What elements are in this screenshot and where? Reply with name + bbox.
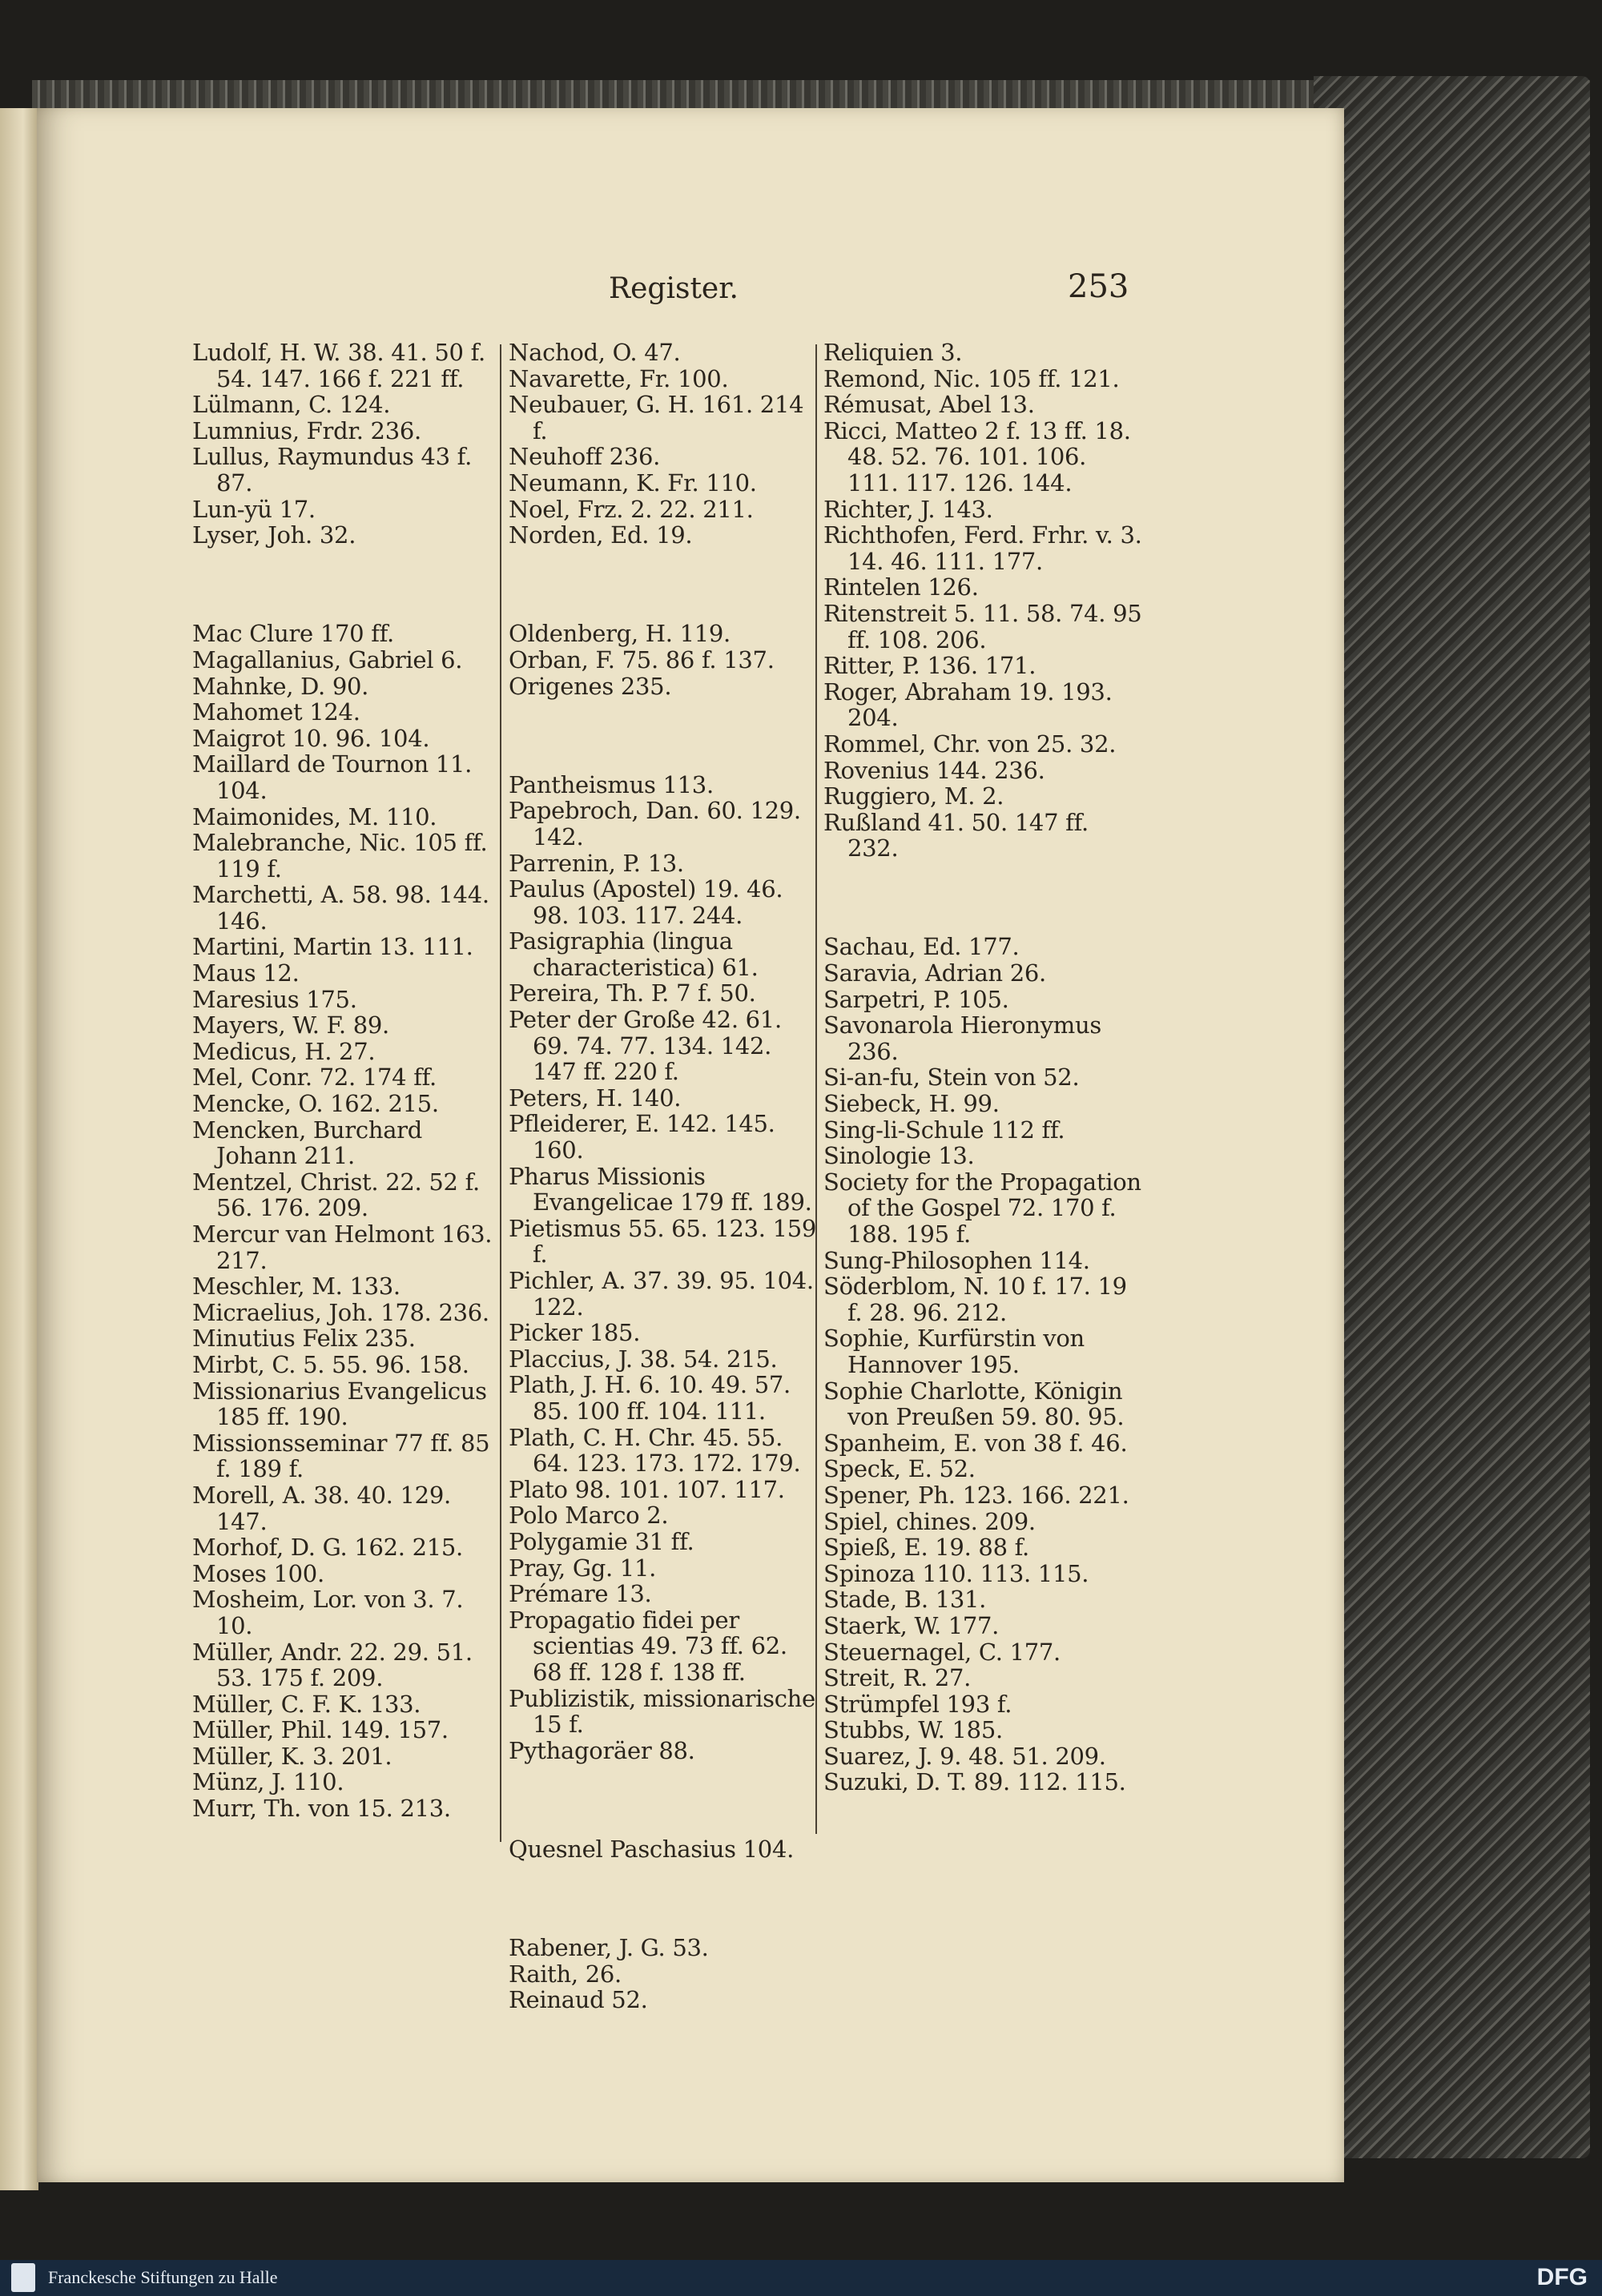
index-entry: Pereira, Th. P. 7 f. 50. (509, 979, 756, 1007)
index-entry: Müller, K. 3. 201. (192, 1742, 392, 1770)
index-entry: Sarpetri, P. 105. (823, 985, 1009, 1013)
index-entry: Mencke, O. 162. 215. (192, 1090, 439, 1118)
index-entry: Maus 12. (192, 959, 300, 987)
index-entry: Rintelen 126. (823, 573, 979, 601)
index-entry: Publizistik, missionarische 15 f. (509, 1684, 815, 1739)
index-entry: Ritenstreit 5. 11. 58. 74. 95 ff. 108. 206. (823, 599, 1142, 653)
index-entry: Society for the Propagation of the Gospel 72. 170 f. 188. 195 f. (823, 1168, 1141, 1248)
index-entry: Söderblom, N. 10 f. 17. 19 f. 28. 96. 212. (823, 1273, 1127, 1326)
facing-page-edge (0, 108, 38, 2190)
index-entry: Neubauer, G. H. 161. 214 f. (509, 391, 804, 444)
index-entry: Lülmann, C. 124. (192, 391, 391, 419)
index-entry: Micraelius, Joh. 178. 236. (192, 1298, 489, 1326)
index-entry: Sachau, Ed. 177. (823, 933, 1020, 961)
index-entry: Plath, C. H. Chr. 45. 55. 64. 123. 173. 172. 179. (509, 1423, 801, 1478)
index-entry: Maillard de Tournon 11. 104. (192, 750, 473, 804)
index-entry: Origenes 235. (509, 672, 672, 700)
index-entry: Mosheim, Lor. von 3. 7. 10. (192, 1586, 464, 1639)
index-entry: Richthofen, Ferd. Frhr. v. 3. 14. 46. 111. 177. (823, 521, 1142, 575)
index-column-2 (509, 340, 821, 2013)
footer-institution: Franckesche Stiftungen zu Halle (48, 2267, 278, 2287)
index-entry: Sophie, Kurfürstin von Hannover 195. (823, 1325, 1085, 1378)
index-entry: Remond, Nic. 105 ff. 121. (823, 364, 1120, 392)
index-entry: Speck, E. 52. (823, 1455, 976, 1483)
index-entry: Strümpfel 193 f. (823, 1690, 1012, 1718)
index-entry: Pythagoräer 88. (509, 1736, 695, 1764)
index-entry: Stubbs, W. 185. (823, 1716, 1003, 1744)
index-entry: Lyser, Joh. 32. (192, 521, 356, 549)
index-entry: Magallanius, Gabriel 6. (192, 645, 463, 674)
running-title: Register. (609, 272, 739, 305)
index-entry: Sing-li-Schule 112 ff. (823, 1116, 1065, 1144)
book-cover-edge (1314, 76, 1590, 2158)
index-entry: Propagatio fidei per scientias 49. 73 ff. 62. 68 ff. 128 f. 138 ff. (509, 1606, 787, 1686)
index-entry: Martini, Martin 13. 111. (192, 933, 473, 961)
index-entry: Quesnel Paschasius 104. (509, 1835, 795, 1863)
index-entry: Mercur van Helmont 163. 217. (192, 1220, 493, 1274)
index-gap (823, 885, 1144, 911)
index-entry: Mahnke, D. 90. (192, 672, 369, 700)
index-column-1 (192, 340, 505, 1822)
index-entry: Roger, Abraham 19. 193. 204. (823, 678, 1113, 732)
index-entry: Prémare 13. (509, 1580, 652, 1608)
index-entry: Suzuki, D. T. 89. 112. 115. (823, 1768, 1126, 1796)
index-entry: Münz, J. 110. (192, 1768, 344, 1796)
index-entry: Pfleiderer, E. 142. 145. 160. (509, 1110, 775, 1164)
index-entry: Maigrot 10. 96. 104. (192, 724, 430, 752)
index-entry: Pantheismus 113. (509, 770, 714, 798)
index-entry: Mayers, W. F. 89. (192, 1011, 389, 1039)
index-entry: Peter der Große 42. 61. 69. 74. 77. 134. 142. 147 ff. 220 f. (509, 1006, 782, 1086)
index-entry: Oldenberg, H. 119. (509, 620, 731, 648)
index-entry: Mel, Conr. 72. 174 ff. (192, 1064, 437, 1092)
index-entry: Müller, C. F. K. 133. (192, 1690, 421, 1718)
index-entry: Parrenin, P. 13. (509, 849, 684, 877)
index-entry: Maresius 175. (192, 985, 357, 1013)
index-entry: Rémusat, Abel 13. (823, 391, 1035, 419)
index-entry: Rabener, J. G. 53. (509, 1934, 709, 1962)
index-entry: Navarette, Fr. 100. (509, 364, 729, 392)
index-entry: Marchetti, A. 58. 98. 144. 146. (192, 881, 489, 935)
index-entry: Neumann, K. Fr. 110. (509, 468, 757, 497)
index-entry: Mencken, Burchard Johann 211. (192, 1116, 423, 1170)
index-entry: Pharus Missionis Evangelicae 179 ff. 189. (509, 1162, 812, 1216)
index-gap (509, 572, 821, 598)
index-entry: Rovenius 144. 236. (823, 756, 1045, 784)
index-entry: Suarez, J. 9. 48. 51. 209. (823, 1742, 1106, 1770)
index-gap (192, 572, 505, 598)
index-gap (509, 1885, 821, 1912)
index-gap (509, 722, 821, 749)
index-entry: Siebeck, H. 99. (823, 1090, 1000, 1118)
index-entry: Polygamie 31 ff. (509, 1527, 694, 1555)
index-entry: Rußland 41. 50. 147 ff. 232. (823, 808, 1089, 863)
index-entry: Noel, Frz. 2. 22. 211. (509, 495, 754, 523)
index-entry: Müller, Andr. 22. 29. 51. 53. 175 f. 209. (192, 1638, 473, 1692)
index-entry: Sung-Philosophen 114. (823, 1246, 1090, 1274)
index-entry: Medicus, H. 27. (192, 1037, 376, 1065)
index-entry: Lumnius, Frdr. 236. (192, 416, 421, 444)
index-entry: Picker 185. (509, 1319, 641, 1347)
index-entry: Neuhoff 236. (509, 443, 661, 471)
index-entry: Raith, 26. (509, 1960, 622, 1988)
index-entry: Reliquien 3. (823, 339, 963, 366)
index-entry: Mac Clure 170 ff. (192, 620, 394, 648)
index-entry: Reinaud 52. (509, 1986, 648, 2014)
index-entry: Spener, Ph. 123. 166. 221. (823, 1481, 1129, 1509)
index-entry: Ritter, P. 136. 171. (823, 652, 1036, 680)
index-entry: Streit, R. 27. (823, 1664, 972, 1692)
index-entry: Missionsseminar 77 ff. 85 f. 189 f. (192, 1429, 490, 1483)
index-entry: Spiel, chines. 209. (823, 1507, 1036, 1535)
dfg-logo: DFG (1536, 2264, 1588, 2290)
index-entry: Plato 98. 101. 107. 117. (509, 1475, 785, 1503)
index-entry: Morhof, D. G. 162. 215. (192, 1534, 463, 1562)
index-entry: Papebroch, Dan. 60. 129. 142. (509, 797, 801, 850)
index-entry: Mahomet 124. (192, 698, 360, 726)
index-entry: Pasigraphia (lingua characteristica) 61. (509, 927, 759, 981)
index-entry: Plath, J. H. 6. 10. 49. 57. 85. 100 ff. 104. 111. (509, 1371, 791, 1425)
index-entry: Staerk, W. 177. (823, 1611, 1000, 1639)
index-entry: Steuernagel, C. 177. (823, 1638, 1061, 1666)
index-entry: Maimonides, M. 110. (192, 802, 437, 830)
index-entry: Saravia, Adrian 26. (823, 959, 1046, 987)
index-entry: Müller, Phil. 149. 157. (192, 1716, 449, 1744)
index-entry: Spieß, E. 19. 88 f. (823, 1534, 1029, 1562)
index-entry: Mentzel, Christ. 22. 52 f. 56. 176. 209. (192, 1168, 480, 1222)
index-entry: Spanheim, E. von 38 f. 46. (823, 1429, 1128, 1457)
index-entry: Pray, Gg. 11. (509, 1554, 657, 1582)
index-entry: Stade, B. 131. (823, 1586, 987, 1614)
footer-bar (0, 2260, 1602, 2296)
index-entry: Norden, Ed. 19. (509, 521, 693, 549)
index-entry: Pietismus 55. 65. 123. 159 f. (509, 1214, 817, 1269)
index-gap (509, 1787, 821, 1813)
index-entry: Sophie Charlotte, Königin von Preußen 59. 80. 95. (823, 1377, 1125, 1431)
index-entry: Orban, F. 75. 86 f. 137. (509, 645, 775, 674)
index-entry: Meschler, M. 133. (192, 1273, 400, 1301)
index-entry: Nachod, O. 47. (509, 339, 681, 366)
index-entry: Ruggiero, M. 2. (823, 782, 1004, 810)
index-entry: Morell, A. 38. 40. 129. 147. (192, 1481, 451, 1535)
index-entry: Lun-yü 17. (192, 495, 316, 523)
index-entry: Mirbt, C. 5. 55. 96. 158. (192, 1350, 469, 1378)
index-entry: Rommel, Chr. von 25. 32. (823, 730, 1117, 758)
index-entry: Polo Marco 2. (509, 1502, 669, 1530)
index-entry: Paulus (Apostel) 19. 46. 98. 103. 117. 244. (509, 875, 783, 929)
index-entry: Placcius, J. 38. 54. 215. (509, 1345, 778, 1373)
index-entry: Pichler, A. 37. 39. 95. 104. 122. (509, 1267, 814, 1321)
index-entry: Savonarola Hieronymus 236. (823, 1011, 1101, 1065)
index-entry: Missionarius Evangelicus 185 ff. 190. (192, 1377, 487, 1431)
index-entry: Murr, Th. von 15. 213. (192, 1795, 451, 1823)
page-number: 253 (1068, 268, 1129, 305)
index-entry: Ricci, Matteo 2 f. 13 ff. 18. 48. 52. 76. 101. 106. 111. 117. 126. 144. (823, 416, 1131, 497)
index-entry: Ludolf, H. W. 38. 41. 50 f. 54. 147. 166 f. 221 ff. (192, 339, 485, 392)
index-column-3 (823, 340, 1144, 1795)
index-entry: Peters, H. 140. (509, 1084, 682, 1112)
institution-logo-icon (11, 2263, 35, 2292)
index-entry: Lullus, Raymundus 43 f. 87. (192, 443, 472, 497)
index-entry: Sinologie 13. (823, 1142, 975, 1170)
index-entry: Richter, J. 143. (823, 495, 993, 523)
index-entry: Minutius Felix 235. (192, 1325, 416, 1353)
index-entry: Malebranche, Nic. 105 ff. 119 f. (192, 829, 488, 883)
index-entry: Moses 100. (192, 1559, 324, 1587)
index-entry: Si-an-fu, Stein von 52. (823, 1064, 1080, 1092)
index-entry: Spinoza 110. 113. 115. (823, 1559, 1089, 1587)
